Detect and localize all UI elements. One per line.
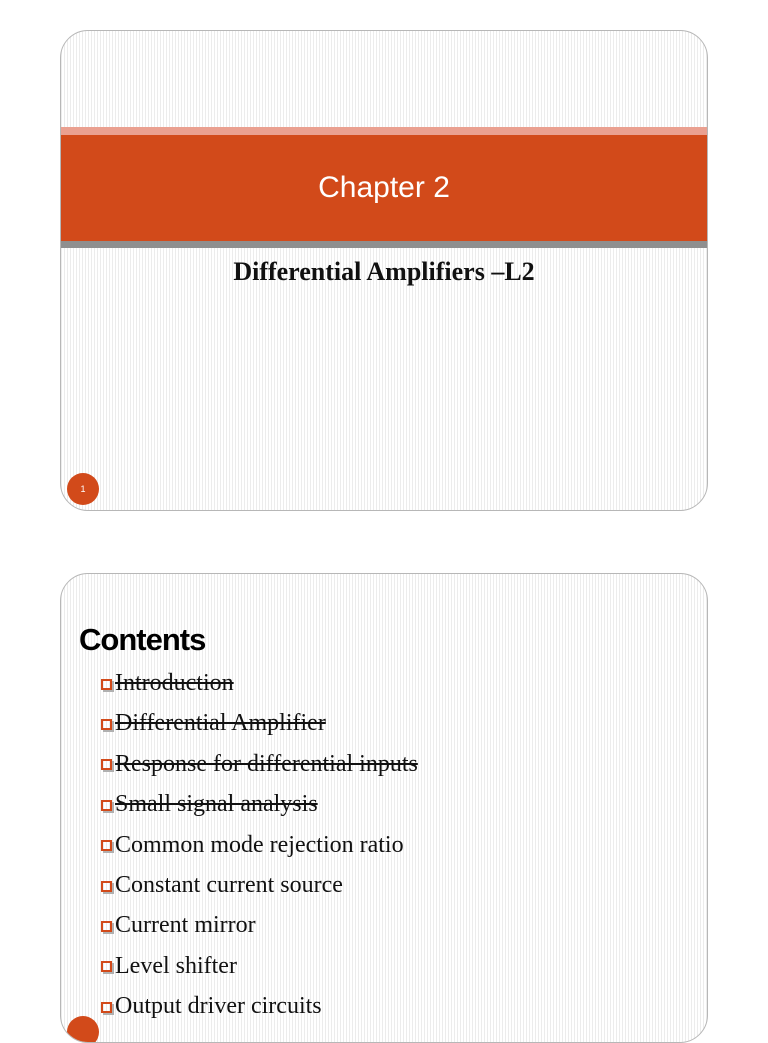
checkbox-bullet-icon bbox=[101, 840, 112, 851]
list-item bbox=[101, 825, 418, 865]
slide-number-badge: 1 bbox=[67, 473, 99, 505]
slide-number-badge bbox=[67, 1016, 99, 1043]
list-item bbox=[101, 986, 418, 1026]
list-item bbox=[101, 744, 418, 784]
checkbox-bullet-icon bbox=[101, 759, 112, 770]
checkbox-bullet-icon bbox=[101, 881, 112, 892]
list-item bbox=[101, 784, 418, 824]
list-item bbox=[101, 946, 418, 986]
chapter-title: Chapter 2 bbox=[318, 171, 450, 204]
list-item bbox=[101, 663, 418, 703]
list-item-label: Introduction bbox=[115, 670, 234, 696]
list-item-label: Common mode rejection ratio bbox=[115, 831, 404, 858]
list-item-label: Response for differential inputs bbox=[115, 750, 418, 777]
title-slide bbox=[60, 30, 708, 511]
list-item bbox=[101, 905, 418, 945]
checkbox-bullet-icon bbox=[101, 921, 112, 932]
list-item-label: Level shifter bbox=[115, 952, 237, 979]
checkbox-bullet-icon bbox=[101, 961, 112, 972]
checkbox-bullet-icon bbox=[101, 679, 112, 690]
checkbox-bullet-icon bbox=[101, 800, 112, 811]
checkbox-bullet-icon bbox=[101, 1002, 112, 1013]
title-band-top-stripe bbox=[61, 127, 707, 135]
list-item-label: Constant current source bbox=[115, 871, 343, 898]
contents-slide bbox=[60, 573, 708, 1043]
list-item-label: Output driver circuits bbox=[115, 993, 322, 1020]
title-band-bottom-stripe bbox=[61, 241, 707, 248]
contents-list bbox=[101, 663, 418, 1027]
list-item bbox=[101, 703, 418, 743]
contents-heading: Contents bbox=[79, 622, 206, 657]
checkbox-bullet-icon bbox=[101, 719, 112, 730]
list-item-label: Small signal analysis bbox=[115, 791, 318, 818]
list-item-label: Current mirror bbox=[115, 912, 256, 939]
slide-subtitle: Differential Amplifiers –L2 bbox=[233, 257, 535, 286]
list-item-label: Differential Amplifier bbox=[115, 710, 326, 737]
list-item bbox=[101, 865, 418, 905]
